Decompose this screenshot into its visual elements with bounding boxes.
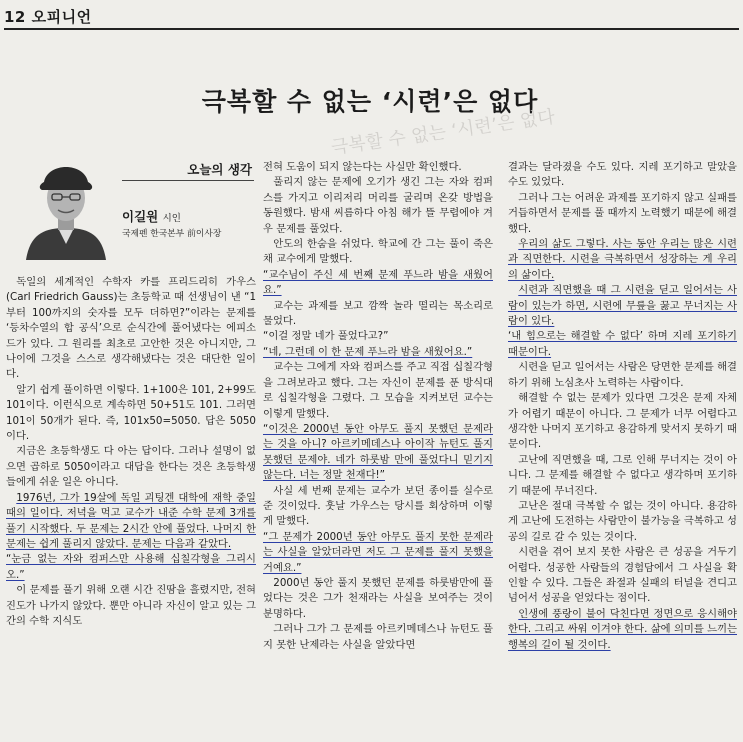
column-name: 오늘의 생각 (187, 162, 252, 177)
column-divider (122, 180, 254, 181)
paragraph: 지금은 초등학생도 다 아는 답이다. 그러나 설명이 없으면 곱하로 5050이라고 대답을 한다는 것은 초등학생들에게 쉬운 일은 아니다. (6, 445, 256, 489)
paragraph-underlined: 우리의 삶도 그렇다. 사는 동안 우리는 많은 시련과 직면한다. 시련을 극복하면서 성장하는 게 우리의 삶이다. (508, 238, 737, 281)
paragraph: 그러나 그가 그 문제를 아르키메데스나 뉴턴도 풀지 못한 난제라는 사실을 알았다면 (263, 623, 493, 651)
paragraph: 고난에 직면했을 때, 그로 인해 무너지는 것이 아니다. 그 문제를 해결할 수 없다고 생각하며 포기하기 때문에 무너진다. (508, 453, 737, 497)
paragraph: 시련을 겪어 보지 못한 사람은 큰 성공을 거두기 어렵다. 성공한 사람들의 경험담에서 그 사실을 확인할 수 있다. 그들은 좌절과 실패의 터널을 견디고 넘어서 성공을 얻었다는 점이다. (508, 546, 737, 605)
paragraph-underlined: 1976년, 그가 19살에 독일 괴팅겐 대학에 재학 중일 때의 일이다. 저녁을 먹고 교수가 내준 수학 문제 3개를 풀기 시작했다. 두 문제는 2시간 안에 풀었다. 나머지 한 문제는 쉽게 풀리지 않았다. 문제는 다음과 같았다. (6, 491, 256, 550)
author-affiliation: 국제펜 한국본부 前이사장 (122, 229, 222, 239)
quote-underlined: “눈금 없는 자와 컴퍼스만 사용해 십칠각형을 그리시오.” (6, 553, 256, 581)
headline: 극복할 수 없는 ‘시련’은 없다 (201, 87, 539, 116)
paragraph: 독일의 세계적인 수학자 카를 프리드리히 가우스(Carl Friedrich Gauss)는 초등학교 때 선생님이 낸 “1부터 100까지의 숫자를 모두 더하면?”이라는 문제를 ‘등차수열의 합 공식’으로 순식간에 풀어냈다는 에피소드가 있다. 그 원리를 최초로 고안한 것은 아니지만, 그 나이에 그것을 스스로 생각해냈다는 것은 대단한 일이다. (6, 276, 256, 381)
paragraph: 교수는 과제를 보고 깜짝 놀라 떨리는 목소리로 물었다. (263, 299, 493, 328)
author (122, 207, 181, 225)
article-column-3 (508, 160, 737, 653)
section-label: 12 오피니언 (4, 8, 92, 26)
paragraph: 2000년 동안 풀지 못했던 문제를 하룻밤만에 풀었다는 것은 그가 천재라는 사실을 보여주는 것이 분명하다. (263, 576, 493, 620)
paragraph: 전혀 도움이 되지 않는다는 사실만 확인했다. (263, 161, 462, 173)
author-name: 이길원 (122, 209, 159, 224)
paragraph: 사실 세 번째 문제는 교수가 보던 종이를 실수로 준 것이었다. 훗날 가우스는 당시를 회상하며 이렇게 말했다. (263, 484, 493, 528)
paragraph: 해결할 수 없는 문제가 있다면 그것은 문제 자체가 어렵기 때문이 아니다. 그 문제가 너무 어렵다고 생각한 나머지 포기하고 용감하게 맞서지 못하기 때문이다. (508, 392, 737, 451)
paragraph: 이 문제를 풀기 위해 오랜 시간 진땀을 흘렸지만, 전혀 진도가 나가지 않았다. 뿐만 아니라 자신이 알고 있는 그간의 수학 지식도 (6, 584, 256, 627)
paragraph: 알기 쉽게 풀이하면 이렇다. 1+100은 101, 2+99도 101이다. 이런식으로 계속하면 50+51도 101. 그러면 101이 50개가 된다. 즉, 101x50=5050. 답은 5050이다. (6, 383, 256, 443)
quote-underlined: “교수님이 주신 세 번째 문제 푸느라 밤을 새웠어요.” (263, 268, 493, 297)
paragraph: 그러나 그는 어려운 과제를 포기하지 않고 실패를 거듭하면서 문제를 풀 때까지 노력했기 때문에 해결했다. (508, 191, 737, 235)
bleed-through-text: 극복할 수 없는 ‘시련’은 없다 (329, 106, 557, 159)
article-column-1 (6, 275, 256, 629)
paragraph: 결과는 달라졌을 수도 있다. 지레 포기하고 말았을 수도 있었다. (508, 161, 737, 189)
page-header (4, 4, 739, 30)
quote: “이걸 정말 네가 풀었다고?” (263, 330, 389, 343)
paragraph: 안도의 한숨을 쉬었다. 학교에 간 그는 풀이 죽은 채 교수에게 말했다. (263, 238, 493, 266)
paragraph-underlined: 인생에 풍랑이 불어 닥친다면 정면으로 응시해야 한다. 그리고 싸워 이겨야 한다. 삶에 의미를 느끼는 행복의 길이 될 것이다. (508, 607, 737, 651)
paragraph-underlined: 시련과 직면했을 때 그 시련을 딛고 일어서는 사람이 있는가 하면, 시련에 무릎을 꿇고 무너지는 사람이 있다. (508, 284, 737, 328)
quote-underlined: ‘내 힘으로는 해결할 수 없다’ 하며 지레 포기하기 때문이다. (508, 330, 737, 358)
quote-underlined: “이것은 2000년 동안 아무도 풀지 못했던 문제라는 것을 아니? 아르키메데스나 아이작 뉴턴도 풀지 못했던 문제야. 네가 하룻밤 만에 풀었다니 믿기지 않는다. 너는 정말 천재다!” (263, 422, 493, 482)
paragraph: 고난은 절대 극복할 수 없는 것이 아니다. 용감하게 고난에 도전하는 사람만이 불가능을 극복하고 성공의 길로 갈 수 있는 것이다. (508, 499, 737, 543)
article-column-2 (263, 160, 493, 653)
author-role: 시인 (162, 213, 181, 224)
paragraph: 풀리지 않는 문제에 오기가 생긴 그는 자와 컴퍼스를 가지고 이리저리 머리를 굴리며 온갖 방법을 동원했다. 밤새 씨름하다 아침 해가 뜰 무렵에야 겨우 문제를 풀었다. (263, 176, 493, 235)
author-photo (22, 148, 110, 260)
paragraph: 교수는 그에게 자와 컴퍼스를 주고 직접 십칠각형을 그려보라고 했다. 그는 자신이 문제를 푼 방식대로 십칠각형을 그렸다. 그 모습을 지켜보던 교수는 이렇게 말했다. (263, 361, 493, 420)
quote-underlined: “그 문제가 2000년 동안 아무도 풀지 못한 문제라는 사실을 알았더라면 저도 그 문제를 풀지 못했을 거예요.” (263, 530, 493, 574)
quote-underlined: “네, 그런데 이 한 문제 푸느라 밤을 새웠어요.” (263, 345, 473, 358)
paragraph: 시련을 딛고 일어서는 사람은 당면한 문제를 해결하기 위해 노심초사 노력하는 사람이다. (508, 361, 737, 389)
